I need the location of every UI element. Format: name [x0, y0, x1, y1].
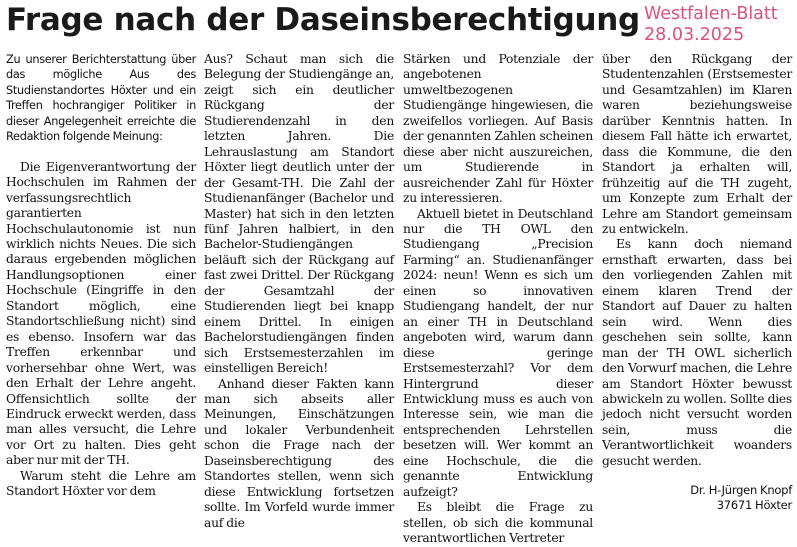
column-4 [602, 52, 792, 513]
headline: Frage nach der Daseinsberechtigung [6, 2, 640, 38]
signature-location: 37671 Höxter [716, 498, 792, 513]
letter-paragraph: Anhand dieser Fakten kann man sich abseits aller Meinungen, Einschätzungen und lokaler Verbundenheit schon die Frage nach der Daseinsberechtigung des Standortes stellen, wenn sich diese Entwicklung fortsetzen sollte. Im Vorfeld wurde immer auf die [204, 376, 394, 530]
intro-paragraph: Zu unserer Berichterstattung über das mögliche Aus des Studienstandortes Höxter und ein Treffen hochrangiger Politiker in dieser Angelegenheit erreichte die Redaktion folgende Meinung: [6, 53, 196, 144]
letter-paragraph: Es bleibt die Frage zu stellen, ob sich die kommunal verantwortlichen Vertreter [403, 500, 593, 546]
letter-paragraph: über den Rückgang der Studentenzahlen (Erstsemester und Gesamtzahlen) im Klaren waren beziehungsweise darüber Kenntnis hatten. In diesem Fall hätte ich erwartet, dass die Kommune, die den Standort ja erhalten will, frühzeitig auf die TH zugeht, um Konzepte zum Erhalt der Lehre am Standort gemeinsam zu entwickeln. [602, 52, 792, 236]
letter-paragraph: Die Eigenverantwortung der Hochschulen im Rahmen der verfassungsrechtlich garantierten Hochschulautonomie ist nun wirklich nichts Neues. Die sich daraus ergebenden möglichen Handlungsoptionen einer Hochschule (Eingriffe in den Standort möglich, eine Standortschließung nicht) sind es ebenso. Insofern war das Treffen erkennbar und vorhersehbar ohne Wert, was den Erhalt der Lehre angeht. Offensichtlich sollte der Eindruck erweckt werden, dass man alles versucht, die Lehre vor Ort zu halten. Dies geht aber nur mit der TH. [6, 159, 196, 468]
letter-paragraph: Stärken und Potenziale der angebotenen umweltbezogenen Studiengänge hingewiesen, die zweifellos vorliegen. Auf Basis der genannten Zahlen scheinen diese aber nicht auszureichen, um Studierende in ausreichender Zahl für Höxter zu interessieren. [403, 52, 593, 206]
letter-paragraph: Warum steht die Lehre am Standort Höxter vor dem [6, 468, 196, 499]
source-label [644, 4, 778, 46]
publication-date: 28.03.2025 [644, 25, 745, 45]
letter-paragraph: Es kann doch niemand ernsthaft erwarten, dass bei den vorliegenden Zahlen mit einem klaren Trend der Standort auf Dauer zu halten sein wird. Wenn dies geschehen sein sollte, kann man der TH OWL sicherlich den Vorwurf machen, die Lehre am Standort Höxter bewusst abwickeln zu wollen. Sollte dies jedoch nicht versucht worden sein, muss die Verantwortlichkeit woanders gesucht werden. [602, 237, 792, 468]
publication-name: Westfalen-Blatt [644, 4, 778, 24]
column-3 [403, 52, 593, 547]
column-1 [6, 52, 196, 500]
letter-paragraph: Aktuell bietet in Deutschland nur die TH OWL den Studiengang „Precision Farming“ an. Studienanfänger 2024: neun! Wenn es sich um einen so innovativen Studiengang handelt, der nur an einer TH in Deutschland angeboten wird, warum dann diese geringe Erstsemesterzahl? Vor dem Hintergrund dieser Entwicklung muss es auch von Interesse sein, wie man die entsprechenden Lehrstellen besetzen will. Wer kommt an eine Hochschule, die die genannte Entwicklung aufzeigt? [403, 206, 593, 499]
letter-paragraph: Aus? Schaut man sich die Belegung der Studiengänge an, zeigt sich ein deutlicher Rückgang der Studierendenzahl in den letzten Jahren. Die Lehrauslastung am Standort Höxter liegt deutlich unter der der Gesamt-TH. Die Zahl der Studienanfänger (Bachelor und Master) hat sich in den letzten fünf Jahren halbiert, in den Bachelor-Studiengängen beläuft sich der Rückgang auf fast zwei Drittel. Der Rückgang der Gesamtzahl der Studierenden liegt bei knapp einem Drittel. In einigen Bachelorstudiengängen finden sich Erstsemesterzahlen im einstelligen Bereich! [204, 52, 394, 376]
signature-name: Dr. H-Jürgen Knopf [690, 483, 792, 498]
column-2 [204, 52, 394, 531]
